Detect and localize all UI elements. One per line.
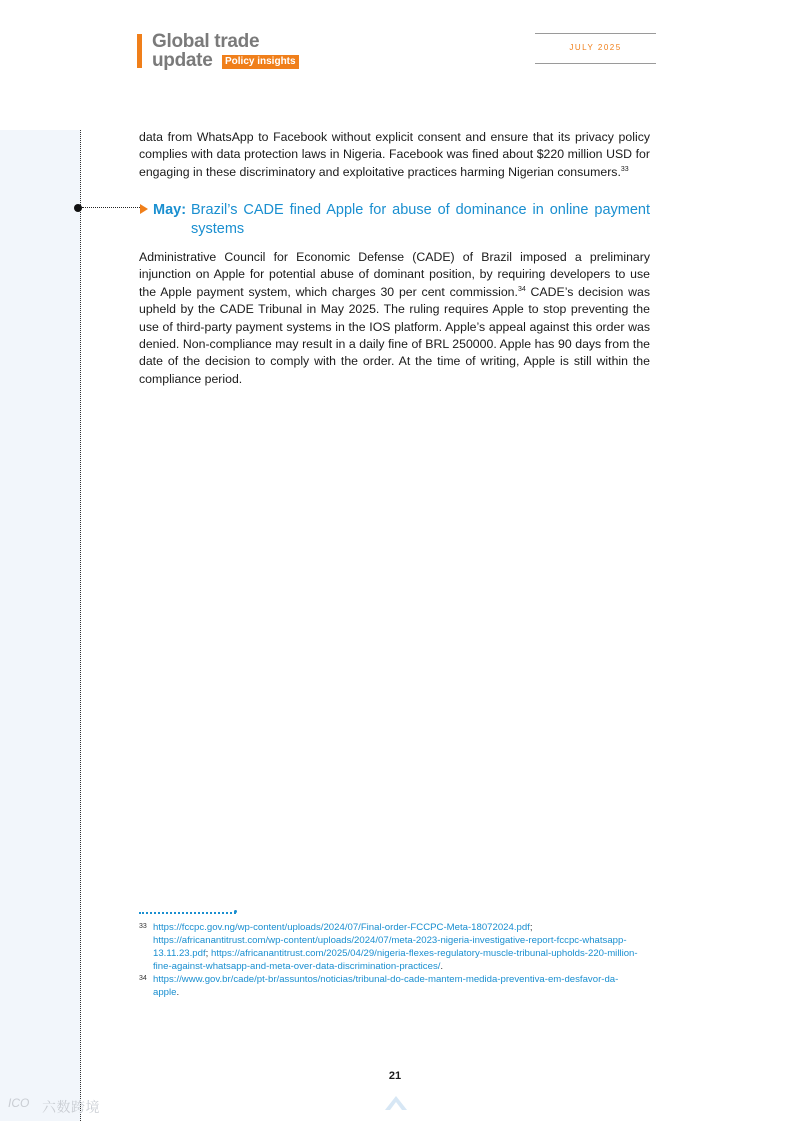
footnote-ref-33[interactable]: 33 (620, 165, 629, 173)
link-terminator: . (440, 961, 444, 973)
paragraph-text: Administrative Council for Economic Defense (CADE) of Brazil imposed a preliminary injunction on Apple for potential abuse of dominant position, by requiring developers to use the Apple payment system, which charges 30 per cent commission. (139, 250, 650, 299)
footnote-link[interactable]: https://www.gov.br/cade/pt-br/assuntos/noticias/tribunal-do-cade-mantem-medida-preventiva-em-desfavor-da-apple (153, 974, 619, 999)
body-paragraph-2 (139, 249, 650, 388)
brand-title-line2: update (152, 50, 213, 71)
footnote-divider (139, 912, 236, 914)
footnote-divider-end (234, 910, 237, 913)
link-separator: ; (529, 922, 533, 933)
section-heading (153, 201, 650, 237)
brand-accent-bar (137, 34, 142, 68)
date-rule-top (535, 33, 656, 34)
body-paragraph-1 (139, 129, 650, 181)
chevron-up-icon (383, 1090, 409, 1114)
date-rule-bottom (535, 63, 656, 64)
caret-right-icon (140, 204, 148, 214)
heading-title: Brazil’s CADE fined Apple for abuse of dominance in online payment systems (191, 202, 650, 237)
footnote-ref-34[interactable]: 34 (517, 285, 526, 293)
paragraph-text-cont: CADE’s decision was upheld by the CADE Tribunal in May 2025. The ruling requires Apple to stop preventing the use of third-party payment systems in the IOS platform. Apple’s appeal against this order was denied. Non-compliance may result in a daily fine of BRL 250000. Apple has 90 days from the date of the decision to comply with the order. At the time of writing, Apple is still within the compliance period. (139, 284, 650, 386)
footnote-number: 34 (139, 975, 147, 982)
footnote-link[interactable]: https://africanantitrust.com/2025/04/29/nigeria-flexes-regulatory-muscle-tribunal-upholds-220-million-fine-against-whatsapp-and-meta-over-data-discrimination-practices/ (153, 948, 638, 973)
link-terminator: . (176, 987, 180, 999)
footnote-number: 33 (139, 923, 147, 930)
issue-date: JULY 2025 (569, 43, 622, 52)
heading-month: May: (153, 202, 187, 218)
watermark-text: 六数跨境 (42, 1099, 100, 1115)
side-margin-panel (0, 130, 81, 1121)
footnote-link[interactable]: https://africanantitrust.com/wp-content/uploads/2024/07/meta-2023-nigeria-investigative-report-fccpc-whatsapp-13.11.23.pdf (153, 935, 627, 960)
brand-title-line1: Global trade (152, 31, 260, 52)
watermark-logo: ICO (8, 1096, 30, 1110)
footnote-body (153, 921, 644, 973)
page-number: 21 (388, 1070, 402, 1082)
brand-tag-badge: Policy insights (222, 55, 299, 69)
paragraph-text: data from WhatsApp to Facebook without explicit consent and ensure that its privacy policy complies with data protection laws in Nigeria. Facebook was fined about $220 million USD for engaging in these discriminatory and exploitative practices harming Nigerian consumers. (139, 130, 650, 179)
timeline-leader-line (82, 207, 140, 208)
link-separator: ; (205, 948, 211, 960)
timeline-dot (74, 204, 82, 212)
footnote-link[interactable]: https://fccpc.gov.ng/wp-content/uploads/2024/07/Final-order-FCCPC-Meta-18072024.pdf (153, 922, 530, 933)
footnote-body (153, 973, 644, 999)
